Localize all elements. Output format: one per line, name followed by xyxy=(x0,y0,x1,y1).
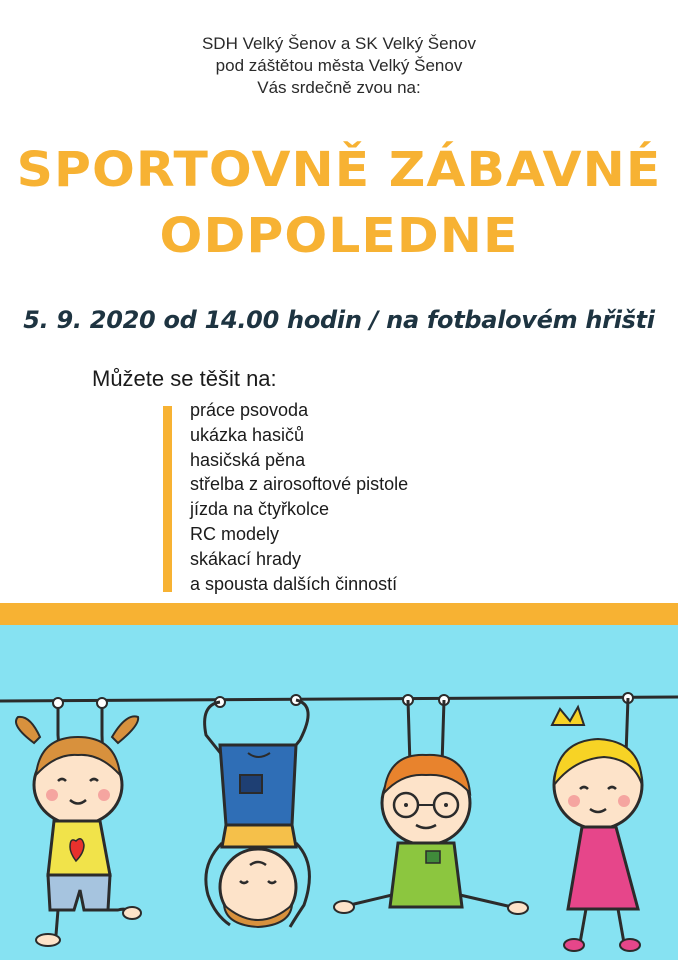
orange-divider-band xyxy=(0,603,678,625)
list-item: jízda na čtyřkolce xyxy=(190,499,330,520)
hanging-kids-illustration xyxy=(0,625,678,960)
intro-text xyxy=(0,33,678,99)
boy-with-glasses-figure xyxy=(334,695,528,914)
upside-down-boy-figure xyxy=(205,695,310,927)
list-item: skákací hrady xyxy=(190,548,302,569)
activities-heading: Můžete se těšit na: xyxy=(92,366,277,391)
intro-line-3: Vás srdečně zvou na: xyxy=(257,78,421,97)
intro-line-2: pod záštětou města Velký Šenov xyxy=(215,56,463,75)
list-item: RC modely xyxy=(190,523,280,544)
list-item: střelba z airosoftové pistole xyxy=(190,474,409,495)
girl-with-hair-bun-figure xyxy=(552,693,642,951)
activities-list xyxy=(190,398,408,596)
list-item: a spousta dalších činností xyxy=(190,573,398,594)
title-line-2: ODPOLEDNE xyxy=(159,208,519,264)
girl-with-pigtails-figure xyxy=(16,698,141,946)
activities-accent-bar xyxy=(163,406,172,592)
title-line-1: SPORTOVNĚ ZÁBAVNÉ xyxy=(16,142,662,198)
event-date-location: 5. 9. 2020 od 14.00 hodin / na fotbalovém hřišti xyxy=(23,306,655,334)
list-item: ukázka hasičů xyxy=(190,424,305,445)
intro-line-1: SDH Velký Šenov a SK Velký Šenov xyxy=(201,34,477,53)
list-item: práce psovoda xyxy=(190,400,309,420)
list-item: hasičská pěna xyxy=(190,449,306,470)
